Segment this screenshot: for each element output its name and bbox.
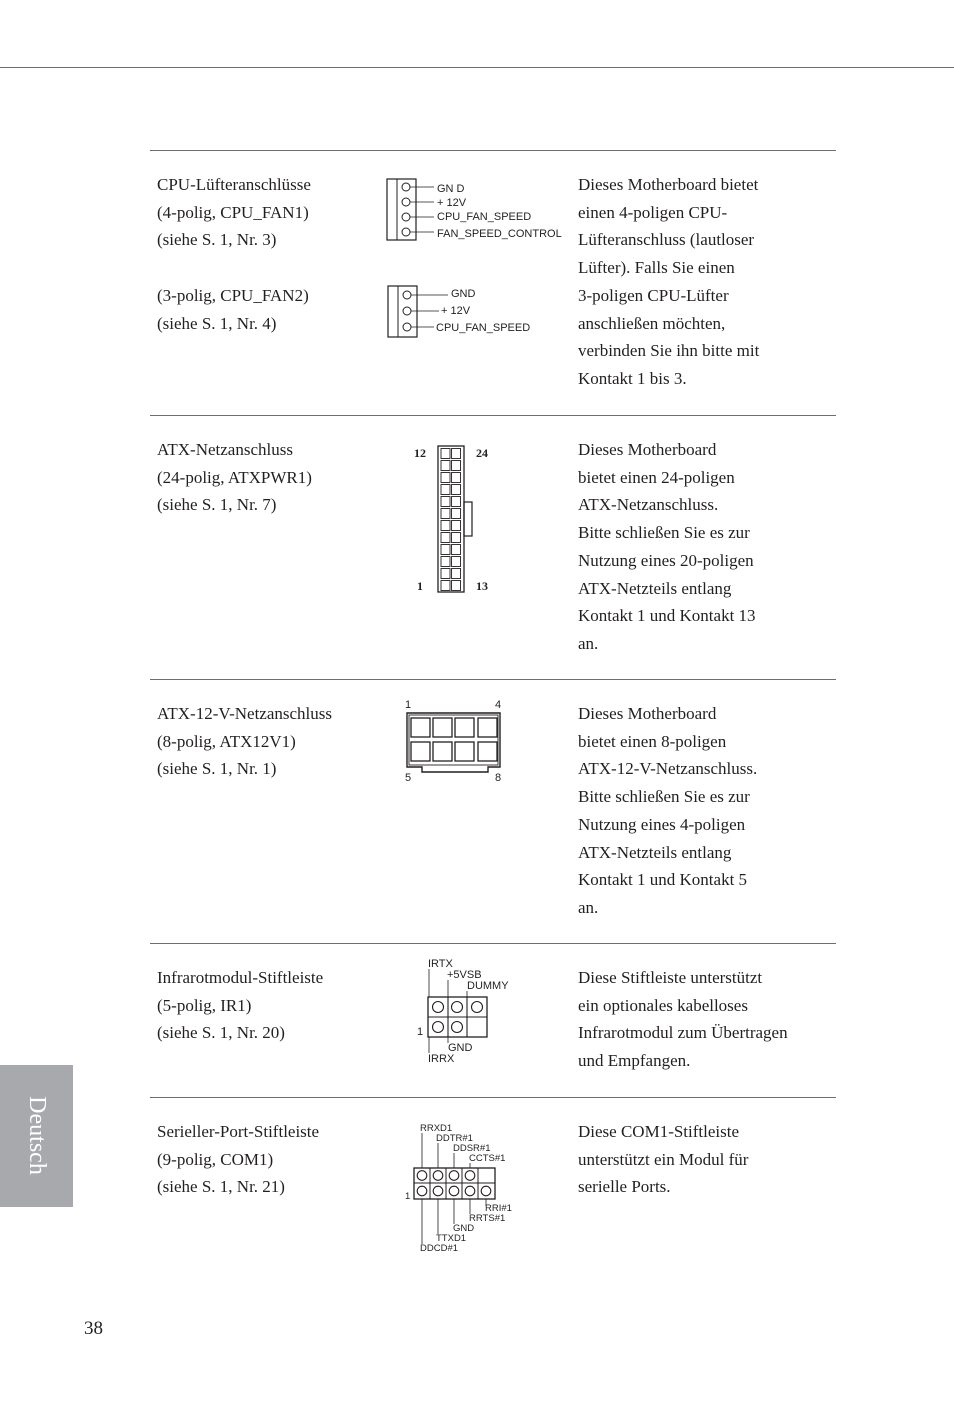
pin-label: DDCD#1 — [420, 1243, 459, 1254]
atx12v-explanation — [578, 700, 828, 922]
text-line: (siehe S. 1, Nr. 7) — [157, 495, 277, 515]
text-line: Diese COM1-Stiftleiste — [578, 1122, 740, 1141]
text-line: (siehe S. 1, Nr. 20) — [157, 1023, 285, 1043]
text-line: (siehe S. 1, Nr. 4) — [157, 313, 277, 333]
pin-label: IRRX — [428, 1053, 455, 1065]
pin-number: 1 — [417, 1026, 424, 1038]
text-line: (3-polig, CPU_FAN2) — [157, 286, 309, 305]
atx-pin — [452, 449, 461, 459]
text-line: (8-polig, ATX12V1) — [157, 731, 296, 751]
atx-pin — [441, 557, 450, 567]
pin-number: 5 — [405, 772, 412, 784]
ir-description — [157, 964, 367, 1047]
text-line: Dieses Motherboard — [578, 704, 717, 723]
cpu-fan-explanation — [578, 171, 828, 393]
text-line: bietet einen 24-poligen — [578, 467, 735, 487]
text-line: (siehe S. 1, Nr. 3) — [157, 230, 277, 250]
atx24-connector-diagram — [405, 440, 505, 600]
atx-pin — [452, 509, 461, 519]
atx-pin — [452, 581, 461, 591]
pin-number: 1 — [405, 699, 412, 711]
atx-pin — [452, 521, 461, 531]
com-description — [157, 1118, 367, 1201]
pin-label: TTXD1 — [436, 1233, 467, 1244]
text-line: Dieses Motherboard — [578, 440, 717, 459]
pin-label: FAN_SPEED_CONTROL — [437, 228, 562, 240]
text-line: Nutzung eines 4-poligen — [578, 814, 746, 834]
pin-label: RRTS#1 — [469, 1213, 506, 1224]
text-line: Kontakt 1 und Kontakt 5 — [578, 870, 748, 890]
pin-label: CPU_FAN_SPEED — [437, 211, 532, 223]
atx-pin — [452, 557, 461, 567]
ir-header-diagram — [412, 955, 522, 1067]
atx-pin — [452, 473, 461, 483]
atx-pin — [441, 521, 450, 531]
text-line: 3-poligen CPU-Lüfter — [578, 285, 729, 305]
ir-explanation — [578, 964, 828, 1075]
atx-pin — [452, 545, 461, 555]
text-line: Kontakt 1 bis 3. — [578, 368, 687, 388]
atx-pin — [441, 461, 450, 471]
text-line: (5-polig, IR1) — [157, 995, 252, 1015]
pin-label: RRXD1 — [420, 1123, 453, 1134]
text-line: (4-polig, CPU_FAN1) — [157, 202, 309, 222]
text-line: ATX-Netzteils entlang — [578, 842, 732, 862]
pin-label: IRTX — [428, 958, 453, 970]
atx-pin — [452, 485, 461, 495]
atx-pin — [441, 509, 450, 519]
section-divider — [150, 943, 836, 944]
section-divider — [150, 1097, 836, 1098]
page-number: 38 — [84, 1318, 103, 1339]
text-line: Diese Stiftleiste unterstützt — [578, 968, 763, 987]
atx-description — [157, 436, 367, 519]
atx-pin — [441, 485, 450, 495]
text-line: Kontakt 1 und Kontakt 13 — [578, 606, 756, 626]
text-line: anschließen möchten, — [578, 313, 726, 333]
text-line: Lüfter). Falls Sie einen — [578, 258, 735, 278]
pin-number: 4 — [495, 699, 502, 711]
atx-pin — [441, 473, 450, 483]
pin-number: 13 — [476, 579, 488, 593]
cpu-fan-description — [157, 171, 367, 254]
atx-pin — [441, 449, 450, 459]
pin-label: CCTS#1 — [469, 1153, 506, 1164]
language-tab-label — [14, 1085, 58, 1185]
header-rule — [0, 67, 954, 68]
cpu-fan1-connector-diagram — [384, 176, 564, 244]
text-line: Serieller-Port-Stiftleiste — [157, 1122, 320, 1141]
pin-number: 1 — [417, 579, 423, 593]
cpu-fan2-connector-diagram — [384, 283, 554, 341]
atx-pin — [452, 533, 461, 543]
pin-label: GND — [448, 1042, 473, 1054]
text-line: verbinden Sie ihn bitte mit — [578, 341, 760, 361]
com-header-diagram — [402, 1120, 527, 1256]
pin-label: DUMMY — [467, 980, 509, 992]
atx12v-connector-diagram — [398, 694, 510, 786]
text-line: (siehe S. 1, Nr. 1) — [157, 759, 277, 779]
atx-pin — [441, 497, 450, 507]
text-line: und Empfangen. — [578, 1051, 691, 1071]
pin-number: 1 — [405, 1191, 411, 1202]
text-line: an. — [578, 633, 599, 653]
text-line: ATX-Netzanschluss. — [578, 495, 719, 515]
text-line: an. — [578, 897, 599, 917]
atx-pin — [452, 569, 461, 579]
section-divider — [150, 679, 836, 680]
text-line: ATX-12-V-Netzanschluss — [157, 704, 333, 723]
text-line: ATX-12-V-Netzanschluss. — [578, 759, 758, 779]
text-line: bietet einen 8-poligen — [578, 731, 727, 751]
atx-pin — [452, 497, 461, 507]
section-divider — [150, 150, 836, 151]
atx-pin — [452, 461, 461, 471]
text-line: ATX-Netzteils entlang — [578, 578, 732, 598]
text-line: serielle Ports. — [578, 1177, 671, 1197]
text-line: Infrarotmodul zum Übertragen — [578, 1023, 788, 1043]
atx-explanation — [578, 436, 828, 658]
text-line: ATX-Netzanschluss — [157, 440, 293, 459]
text-line: (9-polig, COM1) — [157, 1149, 274, 1169]
atx-pin — [441, 569, 450, 579]
section-divider — [150, 415, 836, 416]
pin-label: GND — [451, 288, 476, 300]
atx-pin — [441, 581, 450, 591]
atx-pin — [441, 545, 450, 555]
pin-label: + 12V — [437, 197, 467, 209]
text-line: Infrarotmodul-Stiftleiste — [157, 968, 324, 987]
pin-label: RRI#1 — [485, 1203, 512, 1214]
pin-number: 8 — [495, 772, 502, 784]
pin-label: DDSR#1 — [453, 1143, 491, 1154]
pin-label: +5VSB — [447, 969, 482, 981]
cpu-fan2-description — [157, 282, 367, 337]
pin-label: DDTR#1 — [436, 1133, 473, 1144]
pin-label: + 12V — [441, 305, 471, 317]
text-line: Lüfteranschluss (lautloser — [578, 230, 755, 250]
text-line: Bitte schließen Sie es zur — [578, 523, 750, 543]
text-line: einen 4-poligen CPU- — [578, 202, 728, 222]
pin-label: GND — [453, 1223, 475, 1234]
text-line: (siehe S. 1, Nr. 21) — [157, 1177, 285, 1197]
text-line: CPU-Lüfteranschlüsse — [157, 175, 311, 194]
language-label: Deutsch — [23, 1095, 50, 1175]
pin-number: 24 — [476, 446, 488, 460]
text-line: Dieses Motherboard bietet — [578, 175, 759, 194]
text-line: ein optionales kabelloses — [578, 995, 748, 1015]
pin-label: GN D — [437, 183, 465, 195]
text-line: unterstützt ein Modul für — [578, 1149, 749, 1169]
text-line: (24-polig, ATXPWR1) — [157, 467, 312, 487]
pin-label: CPU_FAN_SPEED — [436, 322, 531, 334]
com-explanation — [578, 1118, 828, 1201]
atx-pin — [441, 533, 450, 543]
text-line: Bitte schließen Sie es zur — [578, 787, 750, 807]
atx12v-description — [157, 700, 367, 783]
pin-number: 12 — [414, 446, 426, 460]
text-line: Nutzung eines 20-poligen — [578, 550, 754, 570]
